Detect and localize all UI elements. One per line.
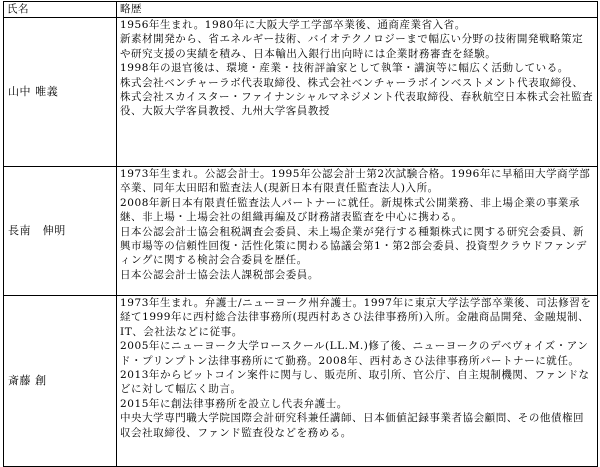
career-cell	[117, 296, 598, 467]
table-row	[4, 167, 598, 296]
career-paragraph: 中央大学専門職大学院国際会計研究科兼任講師、日本価値記録事業者協会顧問、その他債権回収会社取締役、ファンド監査役などを務める。	[120, 412, 585, 439]
table-row	[4, 296, 598, 467]
header-name: 氏名	[4, 2, 117, 18]
career-cell	[117, 167, 598, 296]
career-paragraph: 1973年生まれ。公認会計士。1995年公認会計士第2次試験合格。1996年に早稲田大学商学部卒業、同年太田昭和監査法人(現新日本有限責任監査法人)入所。	[120, 168, 591, 195]
person-name: 長南 伸明	[4, 167, 117, 296]
career-paragraph: 1956年生まれ。1980年に大阪大学工学部卒業後、通商産業省入省。	[120, 19, 466, 31]
career-paragraph: 日本公認会計士協会法人課税部会委員。	[120, 268, 319, 281]
table-row	[4, 18, 598, 167]
person-name: 斎藤 創	[4, 296, 117, 467]
career-paragraph: 2013年からビットコイン案件に関与し、販売所、取引所、官公庁、自主規制機関、ファンドなどに対して幅広く助言。	[120, 369, 590, 396]
header-career: 略歴	[117, 2, 598, 18]
career-paragraph: 1973年生まれ。弁護士/ニューヨーク州弁護士。1997年に東京大学法学部卒業後、司法修習を経て1999年に西村総合法律事務所(現西村あさひ法律事務所)入所。金融商品開発、金融規制、IT、会社法などに従事。	[120, 297, 592, 338]
career-paragraph: 2005年にニューヨーク大学ロースクール(LL.M.)修了後、ニューヨークのデベヴォイズ・アンド・プリンプトン法律事務所にて勤務。2008年、西村あさひ法律事務所パートナーに就任。	[120, 340, 589, 367]
biography-table-container	[3, 1, 598, 467]
career-paragraph: 2008年新日本有限責任監査法人パートナーに就任。新規株式公開業務、非上場企業の事業承継、非上場・上場会社の組織再編及び財務諸表監査を中心に携わる。	[120, 196, 580, 224]
career-cell	[117, 18, 598, 167]
biography-table	[3, 1, 598, 467]
person-name: 山中 唯義	[4, 18, 117, 167]
career-paragraph: 1998年の退官後は、環境・産業・技術評論家として執筆・講演等に幅広く活動している。	[120, 62, 569, 75]
career-paragraph: 新素材開発から、省エネルギー技術、バイオテクノロジーまで幅広い分野の技術開発戦略策定や研究支援の実績を積み、日本輸出入銀行出向時には企業財務審査を経験。	[120, 33, 584, 60]
career-paragraph: 株式会社ベンチャーラボ代表取締役、株式会社ベンチャーラボインベストメント代表取締役、株式会社スカイスター・ファイナンシャルマネジメント代表取締役、春秋航空日本株式会社監査役、大阪大学客員教授、九州大学客員教授	[120, 76, 594, 118]
career-paragraph: 2015年に創法律事務所を設立し代表弁護士。	[120, 397, 348, 410]
career-paragraph: 日本公認会計士協会租税調査会委員、未上場企業が発行する種類株式に関する研究会委員、新興市場等の信頼性回復・活性化策に関わる協議会第1・第2部会委員、投資型クラウドファンディングに関する検討会合委員を歴任。	[120, 225, 587, 267]
table-header-row	[4, 2, 598, 18]
